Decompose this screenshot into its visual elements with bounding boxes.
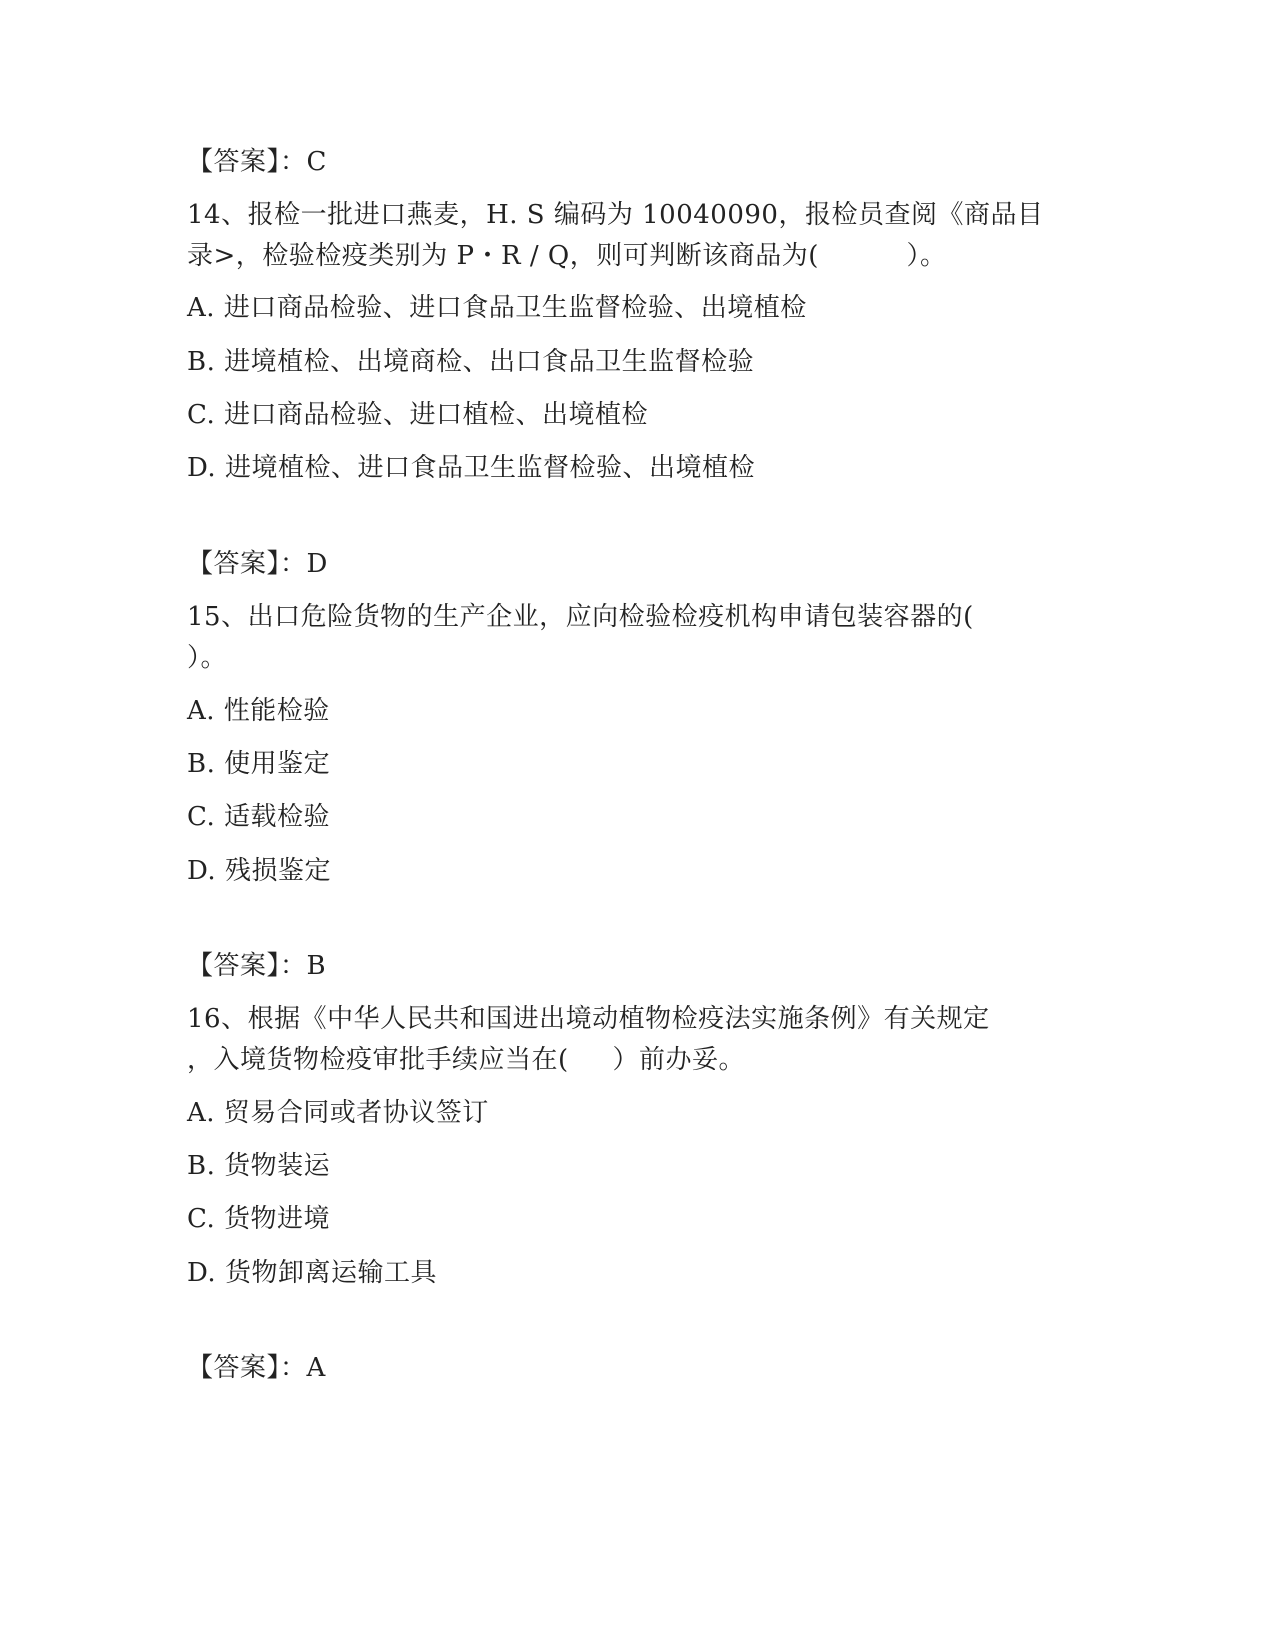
- answer-label: 【答案】：B: [187, 951, 327, 981]
- question-16-option-a: A. 贸易合同或者协议签订: [187, 1098, 489, 1128]
- question-14-option-d: D. 进境植检、进口食品卫生监督检验、出境植检: [187, 453, 755, 483]
- question-14-option-c: C. 进口商品检验、进口植检、出境植检: [187, 400, 648, 430]
- question-15-option-d: D. 残损鉴定: [187, 856, 331, 886]
- question-15-option-a: A. 性能检验: [187, 696, 330, 726]
- question-16-option-c: C. 货物进境: [187, 1204, 330, 1234]
- question-14-option-a: A. 进口商品检验、进口食品卫生监督检验、出境植检: [187, 293, 807, 323]
- question-14-line-1: 14、报检一批进口燕麦，H. S 编码为 10040090，报检员查阅《商品目: [187, 200, 1044, 230]
- question-15-line-1: 15、出口危险货物的生产企业，应向检验检疫机构申请包装容器的(: [187, 602, 974, 632]
- question-16-option-b: B. 货物装运: [187, 1151, 331, 1181]
- question-16-line-2: ，入境货物检疫审批手续应当在( ）前办妥。: [187, 1045, 745, 1075]
- question-16-option-d: D. 货物卸离运输工具: [187, 1258, 437, 1288]
- question-15-option-b: B. 使用鉴定: [187, 749, 331, 779]
- question-14-option-b: B. 进境植检、出境商检、出口食品卫生监督检验: [187, 347, 755, 377]
- question-14-line-2: 录>，检验检疫类别为 P・R / Q，则可判断该商品为( ）。: [187, 241, 947, 271]
- question-15-option-c: C. 适载检验: [187, 802, 330, 832]
- answer-label: 【答案】：C: [187, 147, 327, 177]
- answer-label: 【答案】：D: [187, 549, 328, 579]
- question-16-line-1: 16、根据《中华人民共和国进出境动植物检疫法实施条例》有关规定: [187, 1004, 990, 1034]
- question-15-line-2: ）。: [187, 643, 228, 673]
- answer-label: 【答案】：A: [187, 1353, 326, 1383]
